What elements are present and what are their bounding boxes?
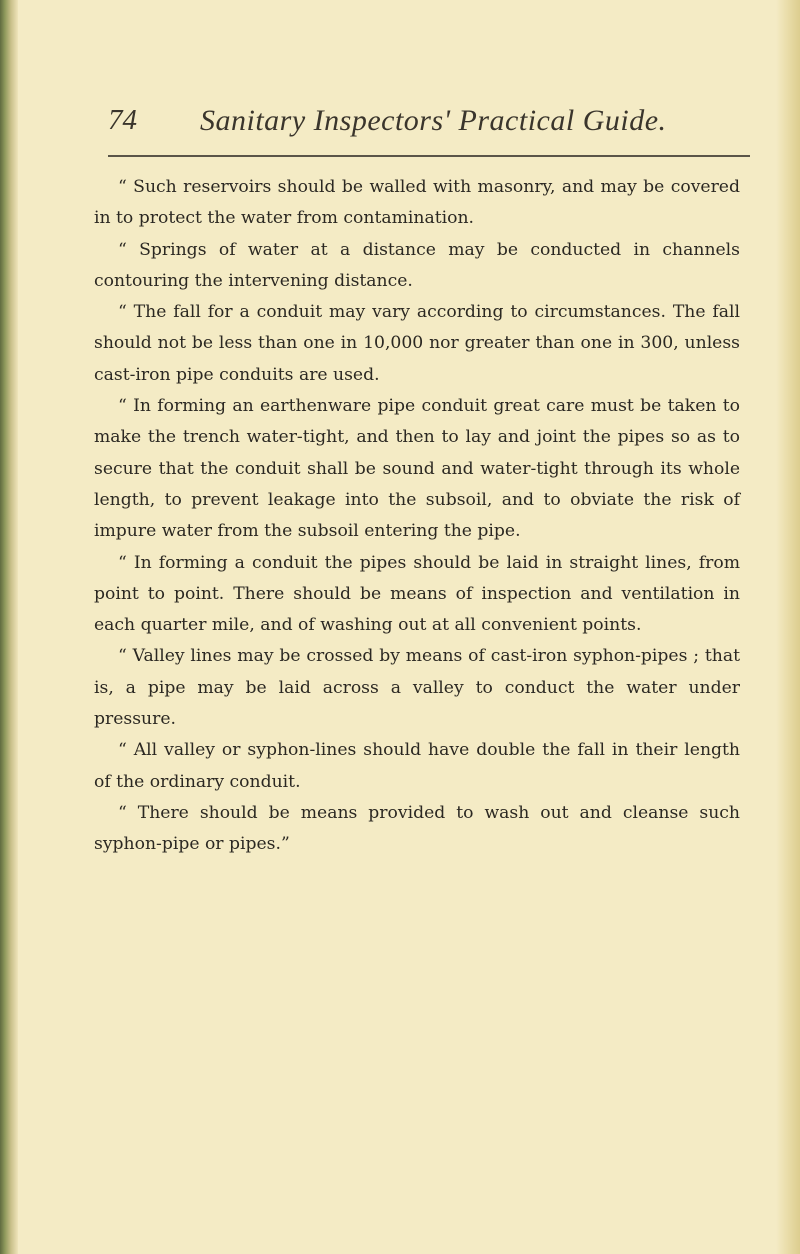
page-binding-edge (0, 0, 18, 1254)
paragraph-wash-out: “ There should be means provided to wash out and cleanse such syphon-pipe or pipes.” (94, 802, 740, 855)
page-number: 74 (108, 104, 137, 136)
paragraph-springs: “ Springs of water at a distance may be conducted in channels contouring the intervening distance. (94, 239, 740, 291)
header-rule (108, 155, 750, 157)
page-right-edge (776, 0, 800, 1254)
page-header (100, 104, 750, 148)
paragraph-straight-lines: “ In forming a conduit the pipes should be laid in straight lines, from point to point. There should be means of inspection and ventilation in each quarter mile, and of washing out at all convenient points. (94, 552, 740, 636)
page-body (94, 172, 740, 861)
running-title: Sanitary Inspectors' Practical Guide. (200, 104, 667, 137)
paragraph-valley-lines: “ Valley lines may be crossed by means of cast-iron syphon-pipes ; that is, a pipe may be laid across a valley to conduct the water under pressure. (94, 646, 740, 730)
paragraph-syphon-lines: “ All valley or syphon-lines should have double the fall in their length of the ordinary conduit. (94, 740, 740, 792)
paragraph-earthenware-pipe: “ In forming an earthenware pipe conduit great care must be taken to make the trench water-tight, and then to lay and joint the pipes so as to secure that the conduit shall be sound and water-tight through its whole length, to prevent leakage into the subsoil, and to obviate the risk of impure water from the subsoil entering the pipe. (94, 396, 740, 542)
paragraph-fall-for-conduit: “ The fall for a conduit may vary according to circumstances. The fall should not be less than one in 10,000 nor greater than one in 300, unless cast-iron pipe conduits are used. (94, 302, 740, 385)
paragraph-reservoirs: “ Such reservoirs should be walled with masonry, and may be covered in to protect the water from contamination. (94, 177, 740, 229)
